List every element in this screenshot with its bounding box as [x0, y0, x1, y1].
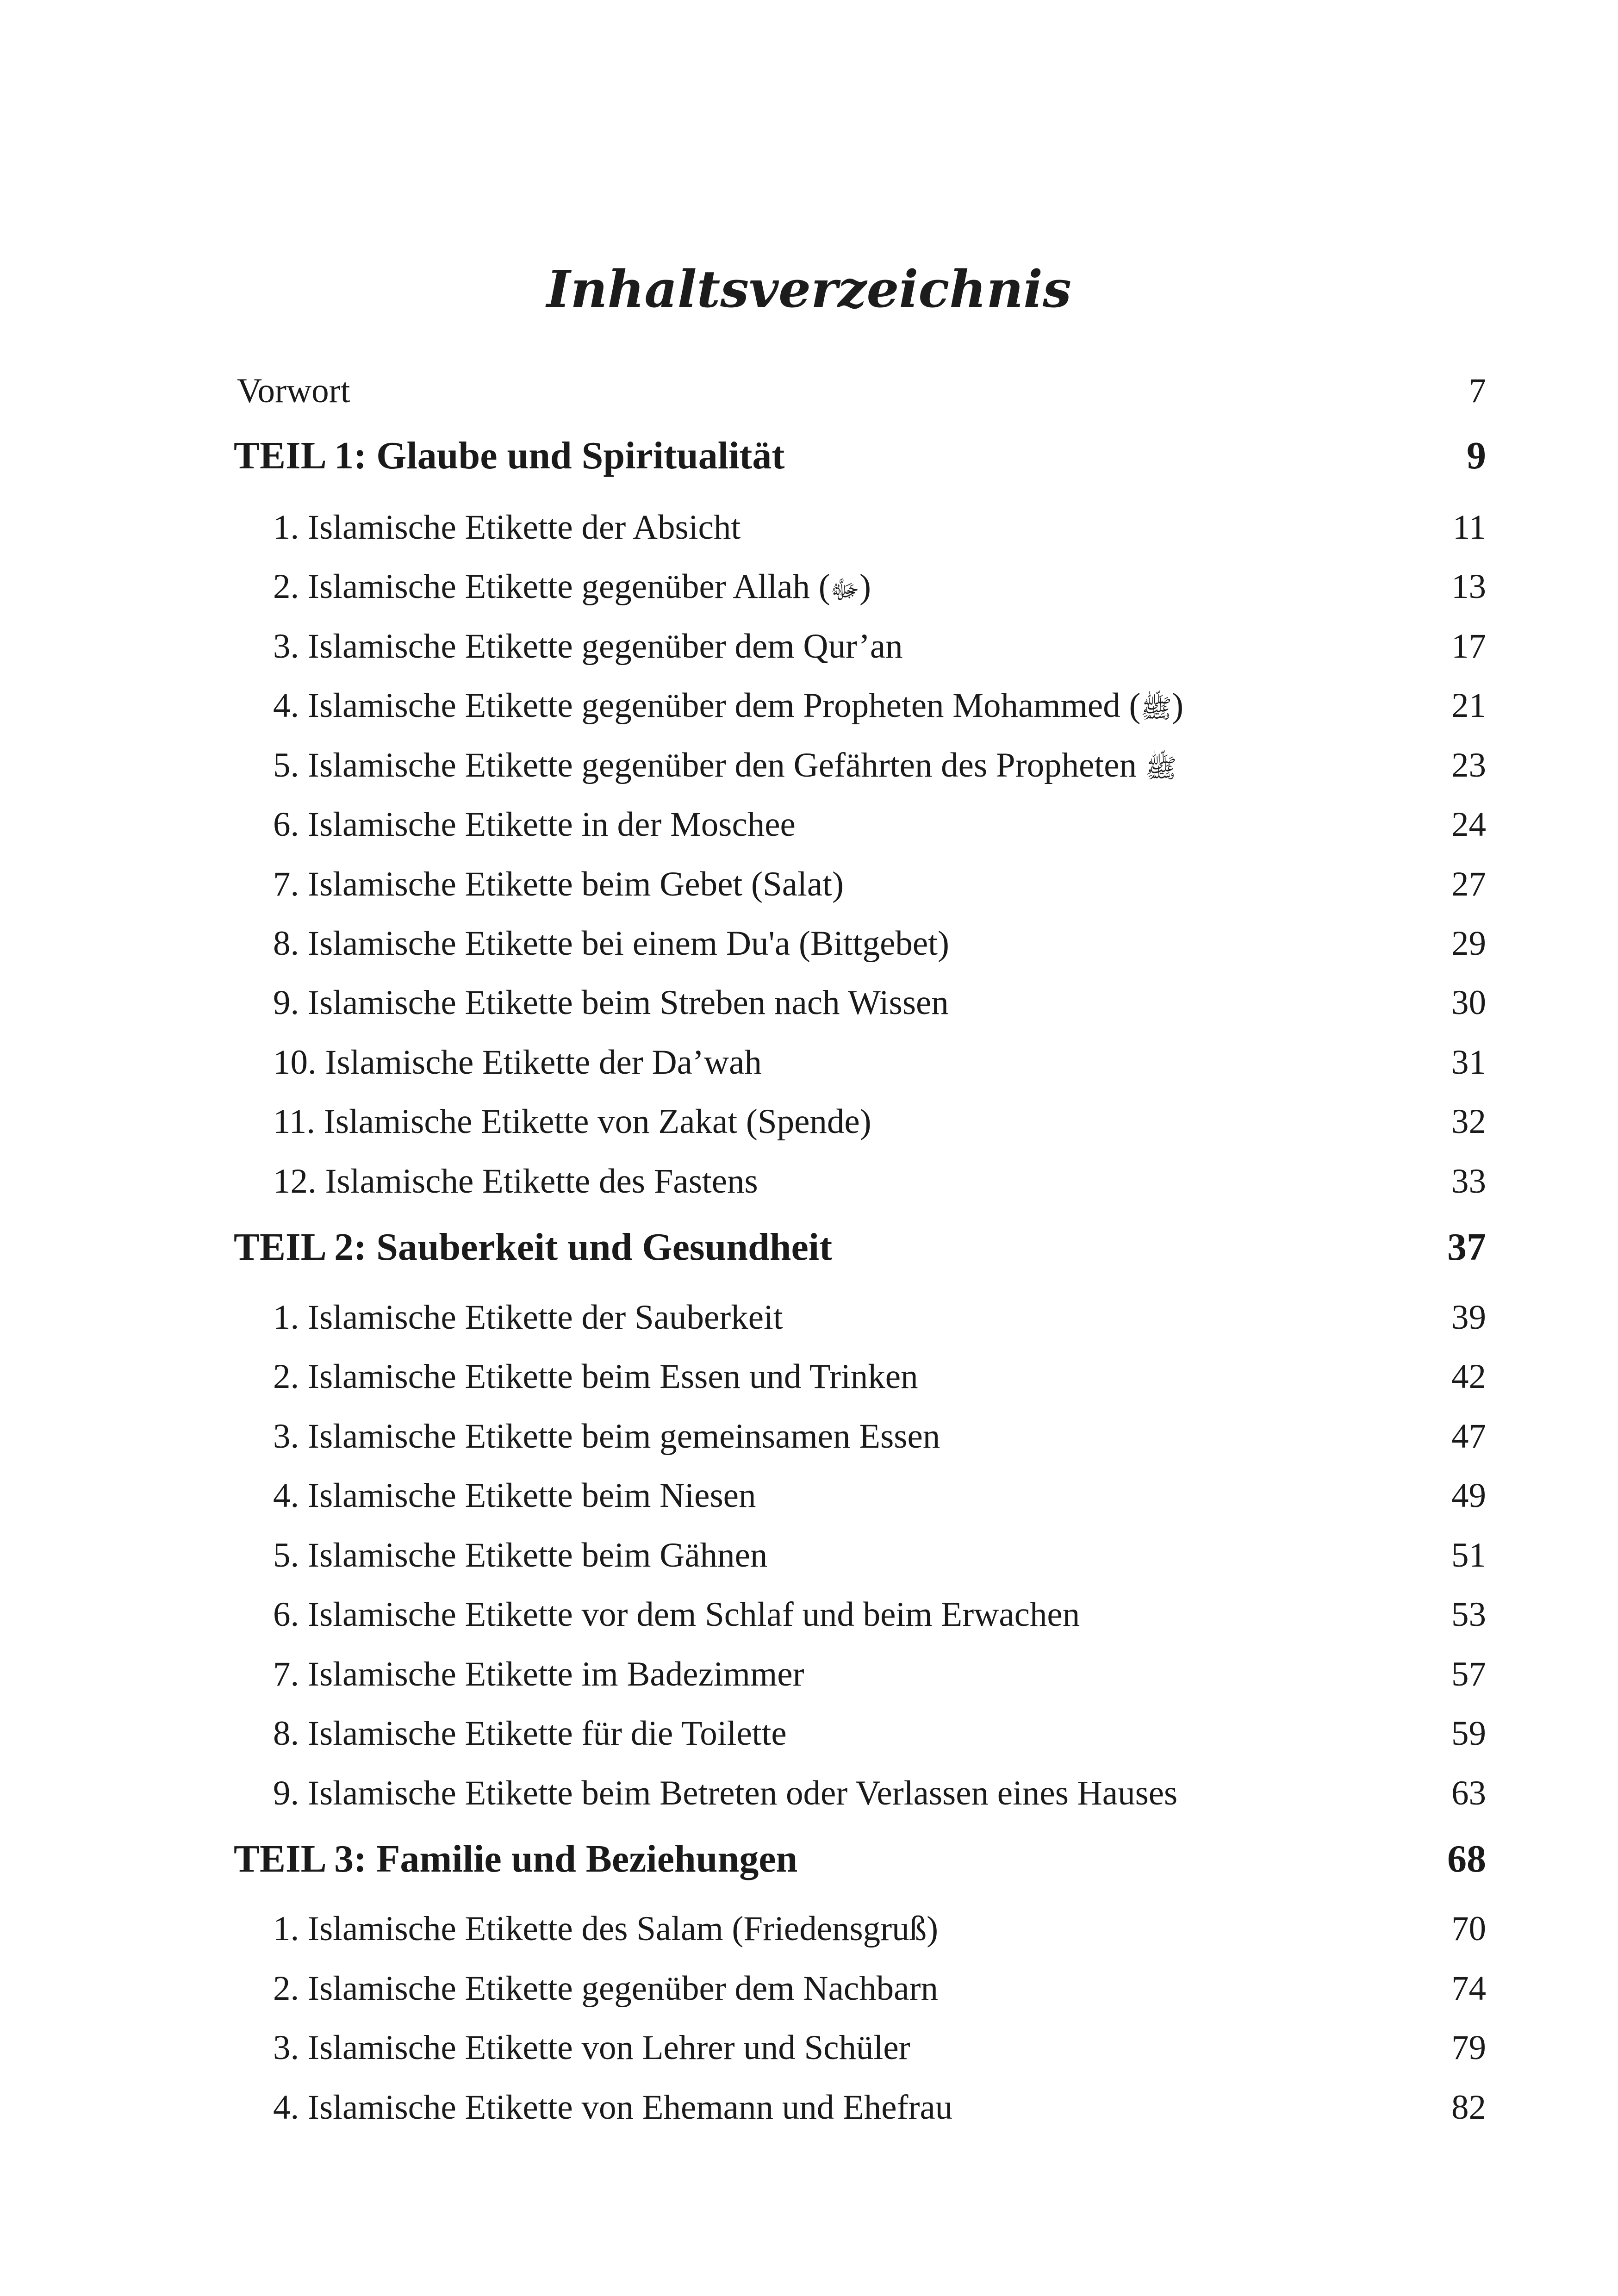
toc-entry-label: 3. Islamische Etikette von Lehrer und Schüler — [273, 2028, 910, 2067]
toc-entry[interactable] — [0, 1530, 1618, 1581]
toc-entry-label: 2. Islamische Etikette gegenüber Allah (ﷻ) — [273, 561, 871, 616]
toc-entry[interactable] — [0, 2082, 1618, 2133]
toc-entry-label: 1. Islamische Etikette des Salam (Friedensgruß) — [273, 1910, 939, 1948]
toc-entry-page: 53 — [1451, 1595, 1486, 1634]
toc-entry[interactable] — [0, 1037, 1618, 1088]
toc-entry-page: 29 — [1451, 924, 1486, 963]
toc-entry[interactable] — [0, 1470, 1618, 1521]
toc-entry-label: 5. Islamische Etikette beim Gähnen — [273, 1536, 768, 1574]
toc-entry[interactable] — [0, 621, 1618, 672]
toc-entry-page: 33 — [1451, 1162, 1486, 1201]
toc-entry-page: 74 — [1451, 1969, 1486, 2008]
toc-part-label: TEIL 2: Sauberkeit und Gesundheit — [234, 1226, 833, 1269]
toc-entry[interactable] — [0, 1411, 1618, 1462]
toc-entry-page: 31 — [1451, 1043, 1486, 1082]
toc-entry-label: 2. Islamische Etikette gegenüber dem Nachbarn — [273, 1969, 938, 2008]
toc-entry-page: 7 — [1469, 372, 1486, 410]
toc-part-page: 68 — [1447, 1837, 1486, 1880]
toc-entry-label: 10. Islamische Etikette der Da’wah — [273, 1043, 762, 1082]
toc-entry[interactable] — [0, 1096, 1618, 1147]
toc-entry[interactable] — [0, 680, 1618, 731]
toc-entry-page: 11 — [1452, 508, 1486, 547]
toc-part-1[interactable] — [0, 430, 1618, 481]
toc-entry[interactable] — [0, 859, 1618, 910]
toc-entry-page: 79 — [1451, 2028, 1486, 2067]
toc-entry-label: 3. Islamische Etikette beim gemeinsamen Essen — [273, 1417, 940, 1456]
toc-part-page: 9 — [1467, 434, 1486, 477]
toc-entry-page: 49 — [1451, 1476, 1486, 1515]
toc-entry[interactable] — [0, 561, 1618, 612]
toc-entry-page: 57 — [1451, 1655, 1486, 1693]
toc-entry[interactable] — [0, 1768, 1618, 1819]
page-title: Inhaltsverzeichnis — [547, 259, 1071, 319]
toc-entry-page: 24 — [1451, 805, 1486, 844]
toc-entry-label: 6. Islamische Etikette vor dem Schlaf und beim Erwachen — [273, 1595, 1080, 1634]
toc-part-label: TEIL 1: Glaube und Spiritualität — [234, 434, 785, 477]
toc-entry-label: 4. Islamische Etikette gegenüber dem Propheten Mohammed (ﷺ) — [273, 680, 1183, 734]
toc-entry[interactable] — [0, 1156, 1618, 1207]
toc-entry-label: 2. Islamische Etikette beim Essen und Trinken — [273, 1357, 918, 1396]
toc-entry-page: 59 — [1451, 1714, 1486, 1753]
toc-entry-label: 12. Islamische Etikette des Fastens — [273, 1162, 758, 1201]
toc-entry-label: 6. Islamische Etikette in der Moschee — [273, 805, 796, 844]
salawat-honorific-icon: ﷺ — [1145, 754, 1177, 783]
toc-entry-page: 13 — [1451, 567, 1486, 606]
toc-part-3[interactable] — [0, 1834, 1618, 1885]
toc-entry-label: 8. Islamische Etikette bei einem Du'a (Bittgebet) — [273, 924, 949, 963]
toc-part-label: TEIL 3: Familie und Beziehungen — [234, 1837, 798, 1880]
toc-entry-page: 47 — [1451, 1417, 1486, 1456]
toc-part-2[interactable] — [0, 1222, 1618, 1273]
toc-entry-page: 30 — [1451, 983, 1486, 1022]
toc-entry-page: 32 — [1451, 1102, 1486, 1141]
toc-entry[interactable] — [0, 1351, 1618, 1402]
salawat-honorific-icon: ﷺ — [1140, 694, 1172, 723]
toc-entry-page: 21 — [1451, 686, 1486, 725]
toc-entry-preface[interactable] — [0, 366, 1618, 417]
toc-entry[interactable] — [0, 1649, 1618, 1700]
toc-entry[interactable] — [0, 918, 1618, 969]
toc-entry-page: 17 — [1451, 627, 1486, 666]
toc-entry-label: 8. Islamische Etikette für die Toilette — [273, 1714, 787, 1753]
toc-entry[interactable] — [0, 1589, 1618, 1640]
toc-entry-label: 1. Islamische Etikette der Absicht — [273, 508, 741, 547]
toc-entry-label: 4. Islamische Etikette beim Niesen — [273, 1476, 756, 1515]
toc-entry-page: 27 — [1451, 865, 1486, 903]
toc-part-page: 37 — [1447, 1226, 1486, 1269]
toc-entry[interactable] — [0, 740, 1618, 791]
toc-entry-page: 39 — [1451, 1298, 1486, 1337]
toc-entry-page: 82 — [1451, 2088, 1486, 2127]
toc-entry[interactable] — [0, 1292, 1618, 1343]
toc-entry-label: 7. Islamische Etikette beim Gebet (Salat) — [273, 865, 844, 903]
toc-entry-page: 70 — [1451, 1910, 1486, 1948]
toc-entry-label: 5. Islamische Etikette gegenüber den Gefährten des Propheten ﷺ — [273, 740, 1176, 794]
toc-entry-label: 9. Islamische Etikette beim Streben nach Wissen — [273, 983, 949, 1022]
toc-entry[interactable] — [0, 502, 1618, 553]
toc-entry-label: 11. Islamische Etikette von Zakat (Spende) — [273, 1102, 871, 1141]
toc-entry-page: 63 — [1451, 1774, 1486, 1812]
jalla-jalaluhu-honorific-icon: ﷻ — [830, 575, 859, 604]
toc-entry[interactable] — [0, 977, 1618, 1028]
toc-entry-label: Vorwort — [237, 372, 350, 410]
toc-entry-label: 3. Islamische Etikette gegenüber dem Qur’an — [273, 627, 903, 666]
toc-entry-label: 4. Islamische Etikette von Ehemann und Ehefrau — [273, 2088, 953, 2127]
toc-entry-label: 7. Islamische Etikette im Badezimmer — [273, 1655, 804, 1693]
toc-entry-label: 9. Islamische Etikette beim Betreten oder Verlassen eines Hauses — [273, 1774, 1178, 1812]
toc-entry-page: 51 — [1451, 1536, 1486, 1574]
toc-entry[interactable] — [0, 1963, 1618, 2014]
toc-entry[interactable] — [0, 1904, 1618, 1954]
toc-entry-page: 23 — [1451, 746, 1486, 784]
toc-entry[interactable] — [0, 799, 1618, 850]
toc-entry-page: 42 — [1451, 1357, 1486, 1396]
toc-entry[interactable] — [0, 1708, 1618, 1759]
toc-entry-label: 1. Islamische Etikette der Sauberkeit — [273, 1298, 783, 1337]
toc-entry[interactable] — [0, 2022, 1618, 2073]
